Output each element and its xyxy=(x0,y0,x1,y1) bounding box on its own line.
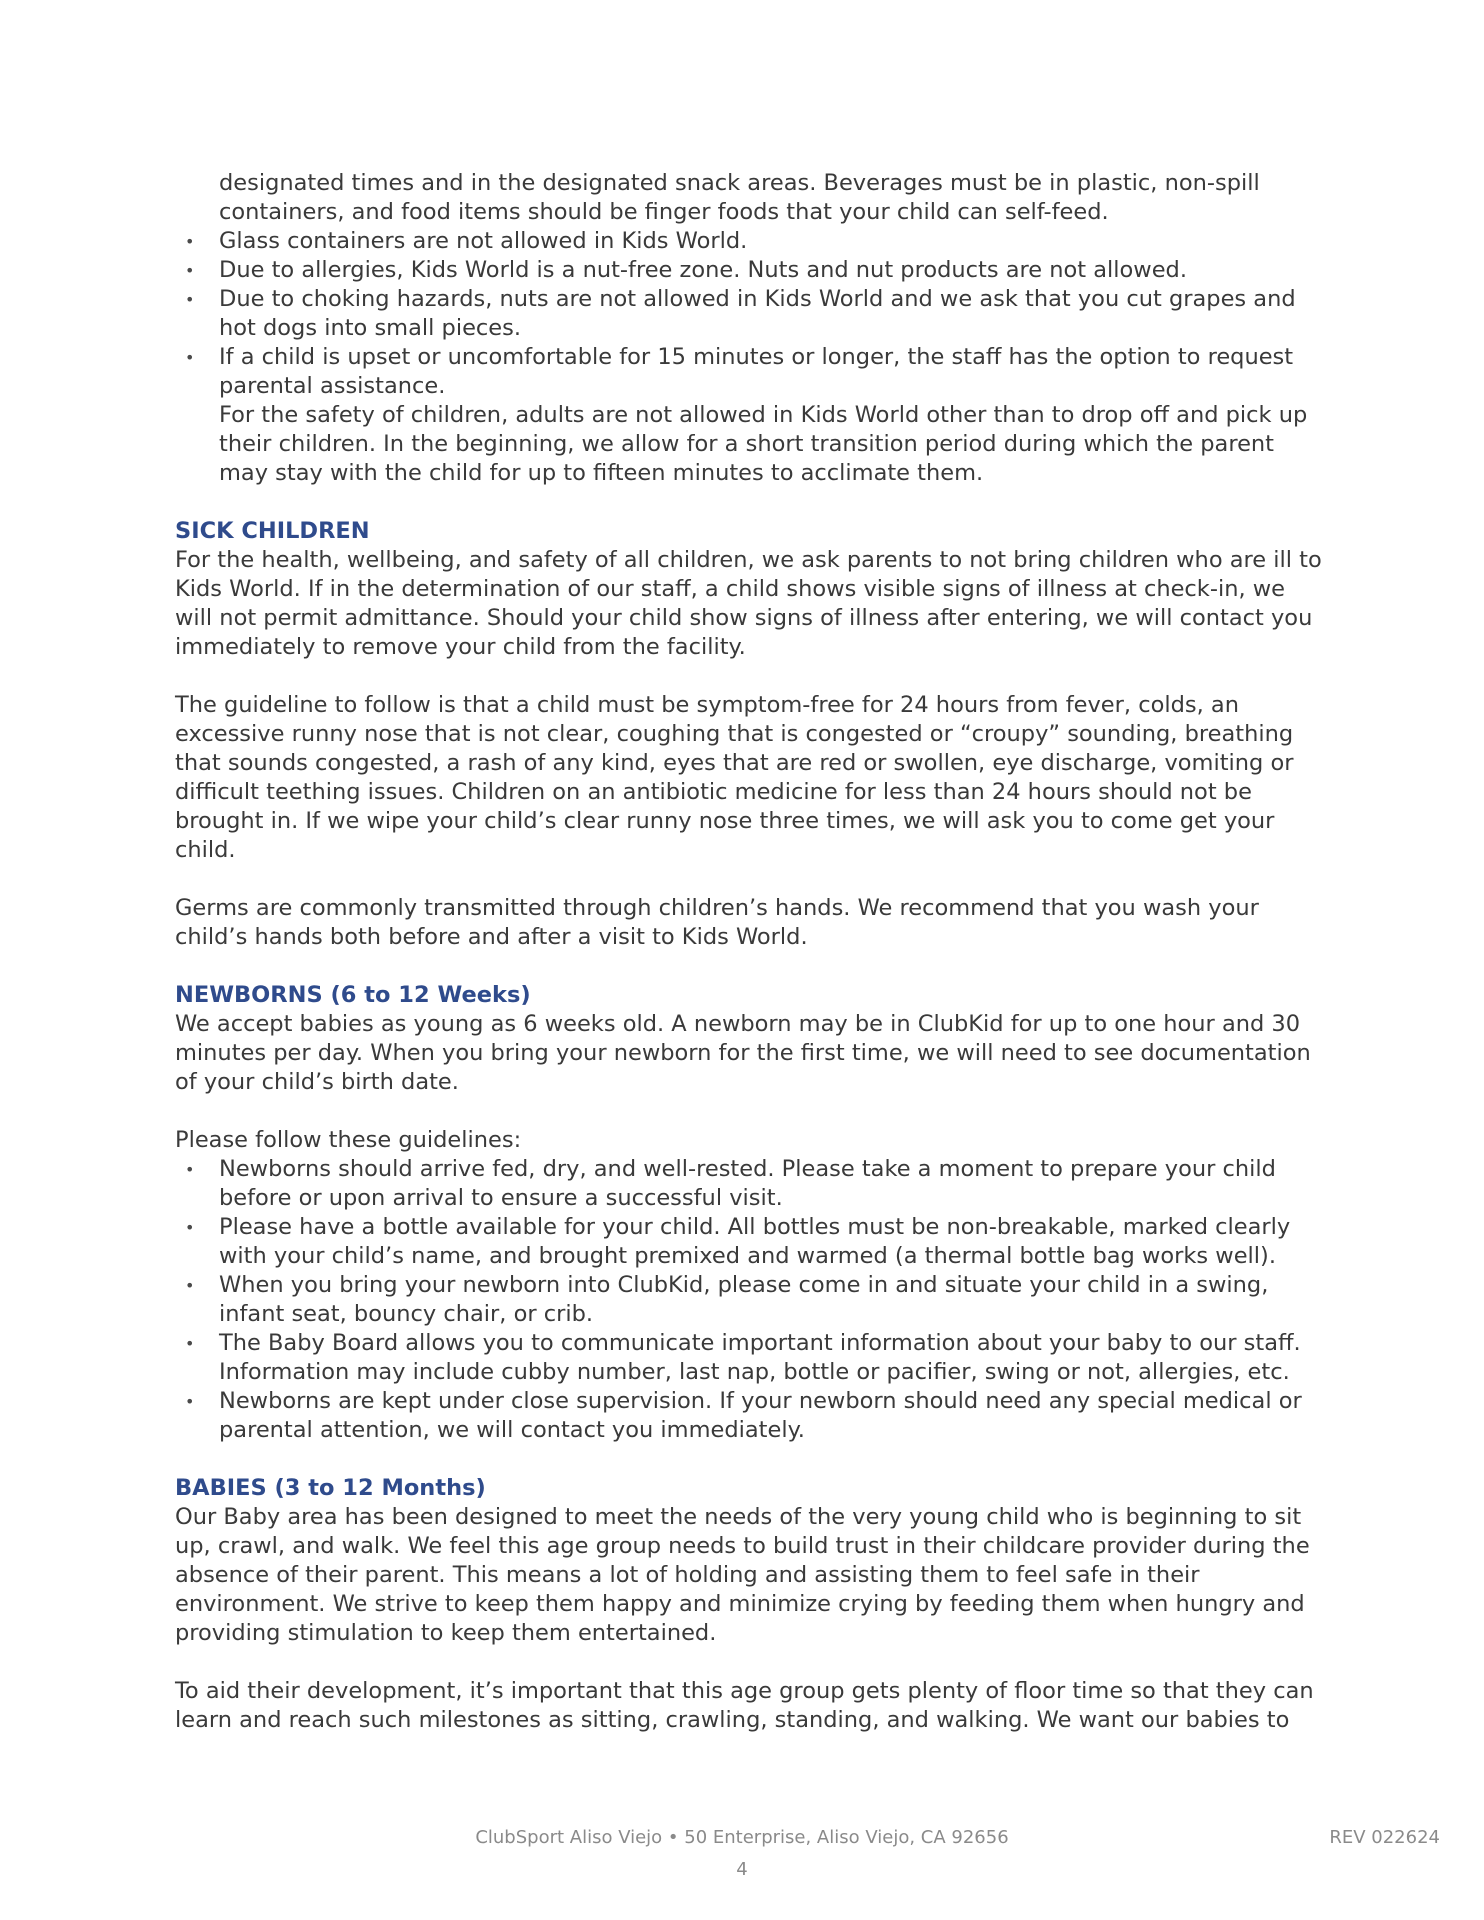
list-item: • Please have a bottle available for your child. All bottles must be non-breakable, marked clearly with your child’s name, and brought premixed and warmed (a thermal bottle bag works well). xyxy=(175,1213,1325,1271)
babies-heading: BABIES (3 to 12 Months) xyxy=(175,1475,486,1501)
footer-address: ClubSport Aliso Viejo • 50 Enterprise, Aliso Viejo, CA 92656 xyxy=(475,1827,1009,1848)
list-item: • Due to choking hazards, nuts are not allowed in Kids World and we ask that you cut grapes and hot dogs into small pieces. xyxy=(175,285,1325,343)
sick-children-heading: SICK CHILDREN xyxy=(175,518,370,544)
guidelines-label: Please follow these guidelines: xyxy=(175,1127,522,1153)
kids-world-rules-list xyxy=(175,227,1325,401)
adult-policy-note: For the safety of children, adults are not allowed in Kids World other than to drop off and pick up their children. In the beginning, we allow for a short transition period during which the parent may stay with the child for up to fifteen minutes to acclimate them. xyxy=(219,402,1308,486)
paragraph: For the health, wellbeing, and safety of all children, we ask parents to not bring children who are ill to Kids World. If in the determination of our staff, a child shows visible signs of illness at check-in, we will not permit admittance. Should your child show signs of illness after entering, we will contact you immediately to remove your child from the facility. xyxy=(175,547,1322,660)
list-item: • Newborns are kept under close supervision. If your newborn should need any special medical or parental attention, we will contact you immediately. xyxy=(175,1387,1325,1445)
newborns-heading: NEWBORNS (6 to 12 Weeks) xyxy=(175,982,531,1008)
paragraph: The guideline to follow is that a child must be symptom-free for 24 hours from fever, colds, an excessive runny nose that is not clear, coughing that is congested or “croupy” sounding, breathing that sounds congested, a rash of any kind, eyes that are red or swollen, eye discharge, vomiting or difficult teething issues. Children on an antibiotic medicine for less than 24 hours should not be brought in. If we wipe your child’s clear runny nose three times, we will ask you to come get your child. xyxy=(175,692,1294,863)
paragraph: We accept babies as young as 6 weeks old. A newborn may be in ClubKid for up to one hour and 30 minutes per day. When you bring your newborn for the first time, we will need to see documentation of your child’s birth date. xyxy=(175,1011,1311,1095)
paragraph: Germs are commonly transmitted through children’s hands. We recommend that you wash your child’s hands both before and after a visit to Kids World. xyxy=(175,895,1259,950)
list-item: • If a child is upset or uncomfortable for 15 minutes or longer, the staff has the option to request parental assistance. xyxy=(175,343,1325,401)
paragraph: To aid their development, it’s important that this age group gets plenty of floor time so that they can learn and reach such milestones as sitting, crawling, standing, and walking. We want our babies to xyxy=(175,1678,1314,1733)
list-item: • Glass containers are not allowed in Kids World. xyxy=(175,227,1325,256)
list-item: • Newborns should arrive fed, dry, and well-rested. Please take a moment to prepare your child before or upon arrival to ensure a successful visit. xyxy=(175,1155,1325,1213)
newborn-guidelines-list xyxy=(175,1155,1325,1445)
list-item: • The Baby Board allows you to communicate important information about your baby to our staff. Information may include cubby number, last nap, bottle or pacifier, swing or not, allergies, etc. xyxy=(175,1329,1325,1387)
document-body xyxy=(175,169,1325,1735)
list-item: • When you bring your newborn into ClubKid, please come in and situate your child in a swing, infant seat, bouncy chair, or crib. xyxy=(175,1271,1325,1329)
list-continuation: designated times and in the designated snack areas. Beverages must be in plastic, non-spill containers, and food items should be finger foods that your child can self-feed. xyxy=(219,170,1260,225)
revision-code: REV 022624 xyxy=(1329,1827,1440,1848)
page-number: 4 xyxy=(736,1859,748,1880)
paragraph: Our Baby area has been designed to meet the needs of the very young child who is beginning to sit up, crawl, and walk. We feel this age group needs to build trust in their childcare provider during the absence of their parent. This means a lot of holding and assisting them to feel safe in their environment. We strive to keep them happy and minimize crying by feeding them when hungry and providing stimulation to keep them entertained. xyxy=(175,1504,1310,1646)
list-item: • Due to allergies, Kids World is a nut-free zone. Nuts and nut products are not allowed. xyxy=(175,256,1325,285)
